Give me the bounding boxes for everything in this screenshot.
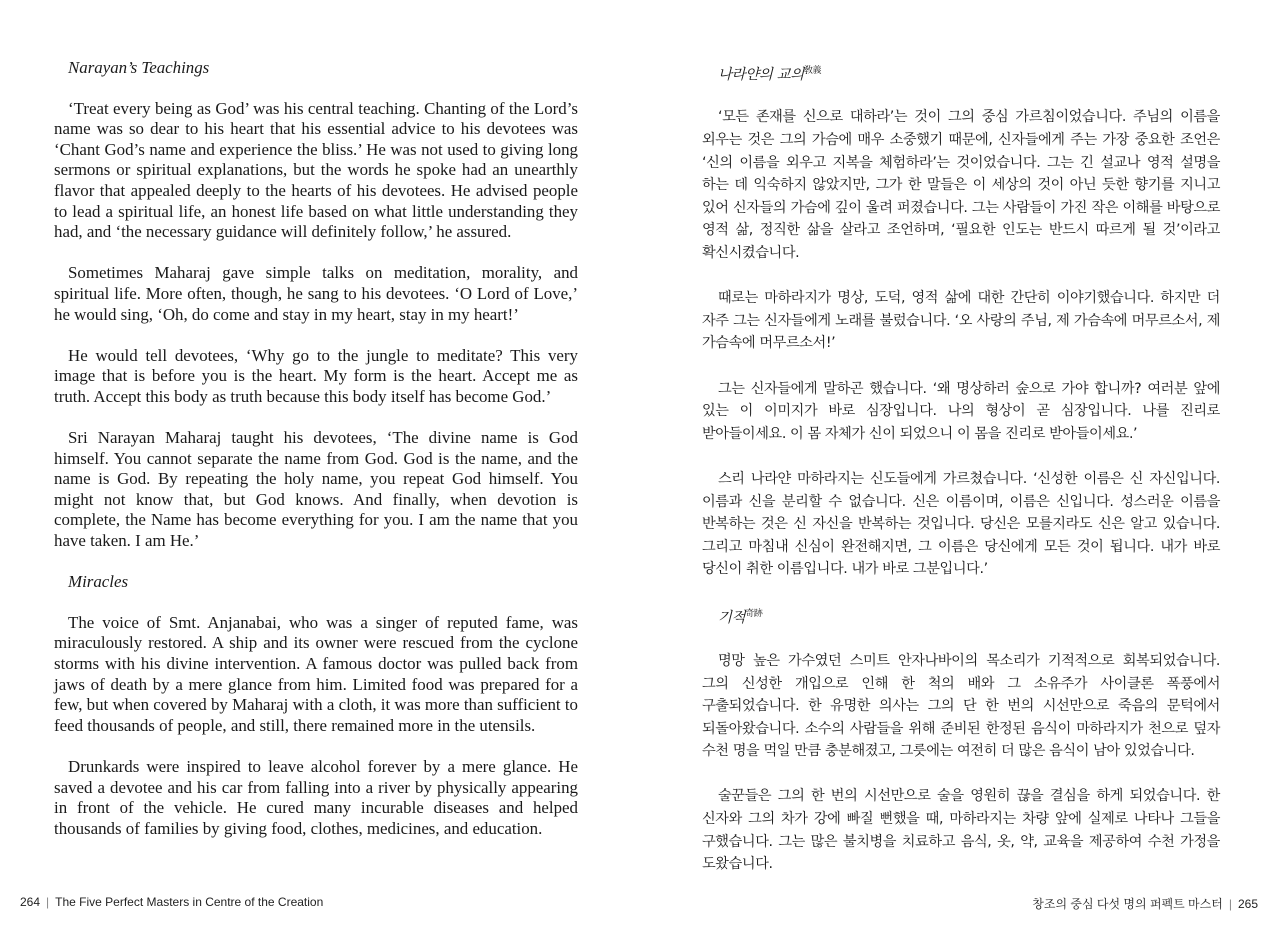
section-heading-miracles-ko [718,603,1220,629]
hanja-annotation: 敎義 [803,66,822,76]
paragraph: 그는 신자들에게 말하곤 했습니다. ‘왜 명상하러 숲으로 가야 합니까? 여러분 앞에 있는 이 이미지가 바로 심장입니다. 나의 형상이 곧 심장입니다. 나를 진리로 받아들이세요. 이 몸 자체가 신이 되었으니 이 몸을 진리로 받아들이세요.’ [702,380,1220,442]
right-page [640,0,1280,947]
page-number: 265 [1237,897,1258,911]
english-text-column [54,58,578,860]
paragraph: ‘Treat every being as God’ was his central teaching. Chanting of the Lord’s name was so dear to his heart that his essential advice to his devotees was ‘Chant God’s name and experience the bliss.’ He was not used to giving long sermons or spiritual explanations, but the words he spoke had an unearthly flavor that appealed deeply to the hearts of his devotees. He advised people to lead a spiritual life, an honest life based on what little understanding they had, and ‘the necessary guidance will definitely follow,’ he assured. [54,98,578,242]
left-footer [20,895,323,909]
paragraph: Drunkards were inspired to leave alcohol forever by a mere glance. He saved a devotee and his car from falling into a river by physically appearing in front of the vehicle. He cured many incurable diseases and helped thousands of families by giving food, clothes, medicines, and education. [54,757,578,838]
paragraph: He would tell devotees, ‘Why go to the jungle to meditate? This very image that is before you is the heart. My form is the heart. Accept me as truth. Accept this body as truth because this body itself has become God.’ [54,345,578,406]
section-heading-miracles: Miracles [68,572,129,592]
hanja-annotation: 奇跡 [745,609,763,620]
paragraph: The voice of Smt. Anjanabai, who was a singer of reputed fame, was miraculously restored. A ship and its owner were rescued from the cyclone storms with his divine intervention. A famous doctor was pulled back from jaws of death by a mere glance from him. Limited food was prepared for a few, but when covered by Maharaj with a cloth, it was more than sufficient to feed thousands of people, and still, there remained more in the utensils. [54,612,578,735]
paragraph: 명망 높은 가수였던 스미트 안자나바이의 목소리가 기적적으로 회복되었습니다. 그의 신성한 개입으로 인해 한 척의 배와 그 소유주가 사이클론 폭풍에서 구출되었습니다. 한 유명한 의사는 그의 단 한 번의 시선만으로 죽음의 문턱에서 되돌아왔습니다. 소수의 사람들을 위해 준비된 한정된 음식이 마하라지가 천으로 덮자 수천 명을 먹일 만큼 충분해졌고, 그릇에는 여전히 더 많은 음식이 남아 있었습니다. [702,652,1220,760]
footer-divider: | [46,895,50,909]
running-title: 창조의 중심 다섯 명의 퍼펙트 마스터 [1032,897,1223,911]
paragraph: 때로는 마하라지가 명상, 도덕, 영적 삶에 대한 간단히 이야기했습니다. 하지만 더 자주 그는 신자들에게 노래를 불렀습니다. ‘오 사랑의 주님, 제 가슴속에 머무르소서, 제 가슴속에 머무르소서!’ [702,290,1220,352]
paragraph: 스리 나라얀 마하라지는 신도들에게 가르쳤습니다. ‘신성한 이름은 신 자신입니다. 이름과 신을 분리할 수 없습니다. 신은 이름이며, 이름은 신입니다. 성스러운 이름을 반복하는 것은 신 자신을 반복하는 것입니다. 당신은 모를지라도 신은 알고 있습니다. 그리고 마침내 신심이 완전해지면, 그 이름은 당신에게 모든 것이 됩니다. 내가 바로 당신이 취한 이름입니다. 내가 바로 그분입니다.’ [702,470,1220,578]
paragraph: Sometimes Maharaj gave simple talks on meditation, morality, and spiritual life. More often, though, he sang to his devotees. ‘O Lord of Love,’ he would sing, ‘Oh, do come and stay in my heart, stay in my heart!’ [54,263,578,324]
heading-text: 기적 [718,610,746,627]
heading-text: 나라얀의 교의 [718,66,804,83]
paragraph: Sri Narayan Maharaj taught his devotees, ‘The divine name is God himself. You cannot separate the name from God. God is the name, and the name is God. By repeating the holy name, you repeat God himself. You might not know that, but God knows. And finally, when devotion is complete, the Name has become everything for you. I am the name that you have taken. I am He.’ [54,428,578,551]
footer-divider: | [1228,897,1232,911]
page-number: 264 [20,895,41,909]
section-heading-teachings-ko [718,60,1220,86]
korean-text-column [702,60,1220,898]
right-footer [1032,895,1258,912]
section-heading-teachings: Narayan’s Teachings [68,58,210,77]
paragraph: ‘모든 존재를 신으로 대하라’는 것이 그의 중심 가르침이었습니다. 주님의 이름을 외우는 것은 그의 가슴에 매우 소중했기 때문에, 신자들에게 주는 가장 중요한 조언은 ‘신의 이름을 외우고 지복을 체험하라’는 것이었습니다. 그는 긴 설교나 영적 설명을 하는 데 익숙하지 않았지만, 그가 한 말들은 이 세상의 것이 아닌 듯한 향기를 지니고 있어 신자들의 가슴에 깊이 울려 퍼졌습니다. 그는 사람들이 가진 작은 이해를 바탕으로 영적 삶, 정직한 삶을 살라고 조언하며, ‘필요한 인도는 반드시 따르게 될 것’이라고 확신시켰습니다. [702,109,1220,261]
running-title: The Five Perfect Masters in Centre of the Creation [55,895,324,909]
paragraph: 술꾼들은 그의 한 번의 시선만으로 술을 영원히 끊을 결심을 하게 되었습니다. 한 신자와 그의 차가 강에 빠질 뻔했을 때, 마하라지는 차량 앞에 실제로 나타나 그들을 구했습니다. 그는 많은 불치병을 치료하고 음식, 옷, 약, 교육을 제공하여 수천 가정을 도왔습니다. [702,788,1220,873]
